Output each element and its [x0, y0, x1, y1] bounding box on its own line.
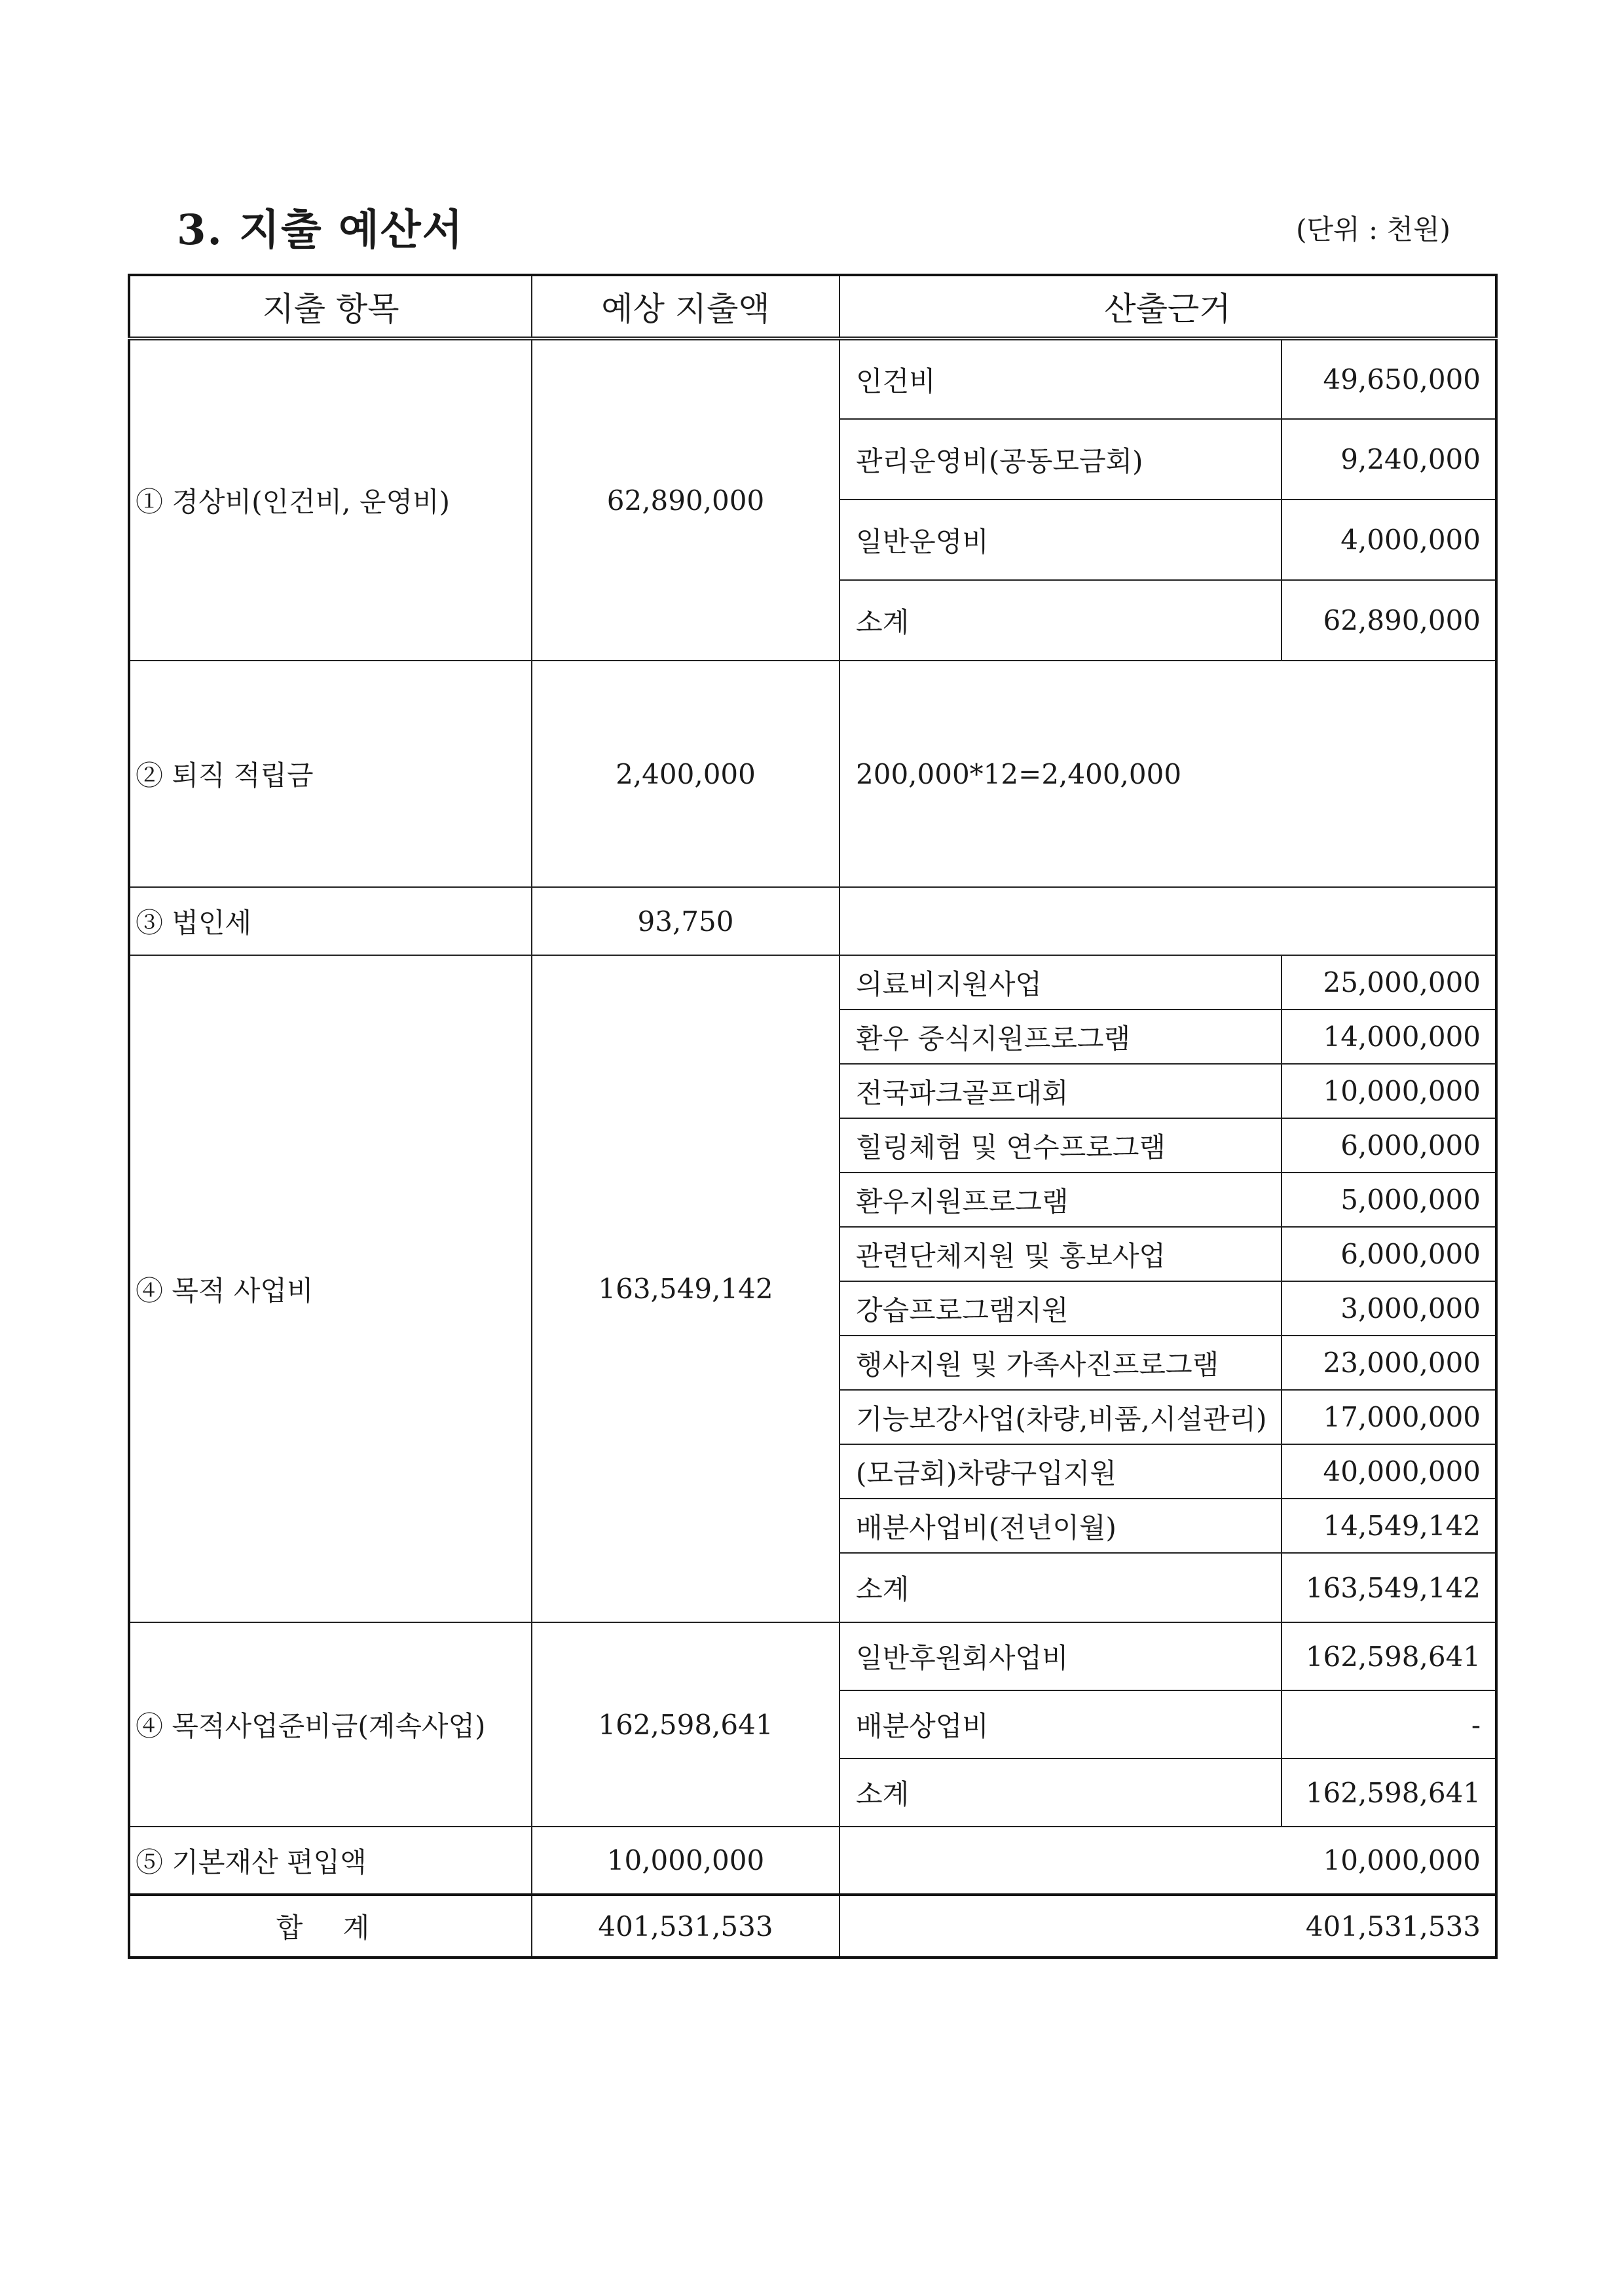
breakdown-name: 강습프로그램지원: [840, 1281, 1282, 1336]
subtotal-label: 소계: [840, 1758, 1282, 1827]
item-amount: 2,400,000: [532, 661, 840, 887]
header-row: [129, 275, 1496, 338]
breakdown-name: 일반운영비: [840, 500, 1282, 580]
subtotal-value: 163,549,142: [1282, 1553, 1496, 1622]
breakdown-name: 배분사업비(전년이월): [840, 1499, 1282, 1553]
subtotal-label: 소계: [840, 1553, 1282, 1622]
breakdown-name: 의료비지원사업: [840, 955, 1282, 1010]
table-row: [129, 955, 1496, 1010]
breakdown-name: 배분상업비: [840, 1690, 1282, 1758]
breakdown-value: 6,000,000: [1282, 1118, 1496, 1173]
expense-budget-table: [128, 274, 1498, 1959]
breakdown-value: 14,000,000: [1282, 1010, 1496, 1064]
breakdown-value: 10,000,000: [1282, 1064, 1496, 1118]
breakdown-value: 9,240,000: [1282, 419, 1496, 500]
header-basis: 산출근거: [840, 275, 1496, 338]
breakdown-value: 4,000,000: [1282, 500, 1496, 580]
table-row: [129, 1827, 1496, 1895]
basis-value: 10,000,000: [840, 1827, 1496, 1895]
breakdown-value: 40,000,000: [1282, 1444, 1496, 1499]
subtotal-value: 62,890,000: [1282, 580, 1496, 661]
item-name: ④ 목적 사업비: [129, 955, 532, 1622]
breakdown-name: 환우 중식지원프로그램: [840, 1010, 1282, 1064]
breakdown-value: 49,650,000: [1282, 338, 1496, 419]
item-amount: 163,549,142: [532, 955, 840, 1622]
item-name: ① 경상비(인건비, 운영비): [129, 338, 532, 661]
total-basis: 401,531,533: [840, 1895, 1496, 1958]
item-amount: 10,000,000: [532, 1827, 840, 1895]
breakdown-name: 관련단체지원 및 홍보사업: [840, 1227, 1282, 1281]
breakdown-value: 162,598,641: [1282, 1622, 1496, 1690]
header-item: 지출 항목: [129, 275, 532, 338]
breakdown-value: 14,549,142: [1282, 1499, 1496, 1553]
breakdown-name: 기능보강사업(차량,비품,시설관리): [840, 1390, 1282, 1444]
item-amount: 93,750: [532, 887, 840, 955]
breakdown-value: 23,000,000: [1282, 1336, 1496, 1390]
item-name: ⑤ 기본재산 편입액: [129, 1827, 532, 1895]
breakdown-name: 일반후원회사업비: [840, 1622, 1282, 1690]
page-title: 3. 지출 예산서: [177, 206, 464, 255]
breakdown-value: 25,000,000: [1282, 955, 1496, 1010]
breakdown-value: -: [1282, 1690, 1496, 1758]
breakdown-name: 환우지원프로그램: [840, 1173, 1282, 1227]
breakdown-value: 17,000,000: [1282, 1390, 1496, 1444]
breakdown-value: 3,000,000: [1282, 1281, 1496, 1336]
basis-text: 200,000*12=2,400,000: [840, 661, 1496, 887]
breakdown-name: 행사지원 및 가족사진프로그램: [840, 1336, 1282, 1390]
item-amount: 162,598,641: [532, 1622, 840, 1827]
total-label: 합 계: [129, 1895, 532, 1958]
item-name: ③ 법인세: [129, 887, 532, 955]
item-name: ② 퇴직 적립금: [129, 661, 532, 887]
breakdown-value: 5,000,000: [1282, 1173, 1496, 1227]
breakdown-name: 힐링체험 및 연수프로그램: [840, 1118, 1282, 1173]
table-row: [129, 338, 1496, 419]
breakdown-name: 관리운영비(공동모금회): [840, 419, 1282, 500]
table-row: [129, 661, 1496, 887]
basis-text: [840, 887, 1496, 955]
subtotal-value: 162,598,641: [1282, 1758, 1496, 1827]
breakdown-name: 인건비: [840, 338, 1282, 419]
table-row: [129, 1622, 1496, 1690]
table-row: [129, 887, 1496, 955]
item-name: ④ 목적사업준비금(계속사업): [129, 1622, 532, 1827]
unit-label: (단위 : 천원): [1296, 213, 1450, 246]
total-row: [129, 1895, 1496, 1958]
subtotal-label: 소계: [840, 580, 1282, 661]
header-amount: 예상 지출액: [532, 275, 840, 338]
item-amount: 62,890,000: [532, 338, 840, 661]
breakdown-value: 6,000,000: [1282, 1227, 1496, 1281]
breakdown-name: (모금회)차량구입지원: [840, 1444, 1282, 1499]
total-amount: 401,531,533: [532, 1895, 840, 1958]
breakdown-name: 전국파크골프대회: [840, 1064, 1282, 1118]
